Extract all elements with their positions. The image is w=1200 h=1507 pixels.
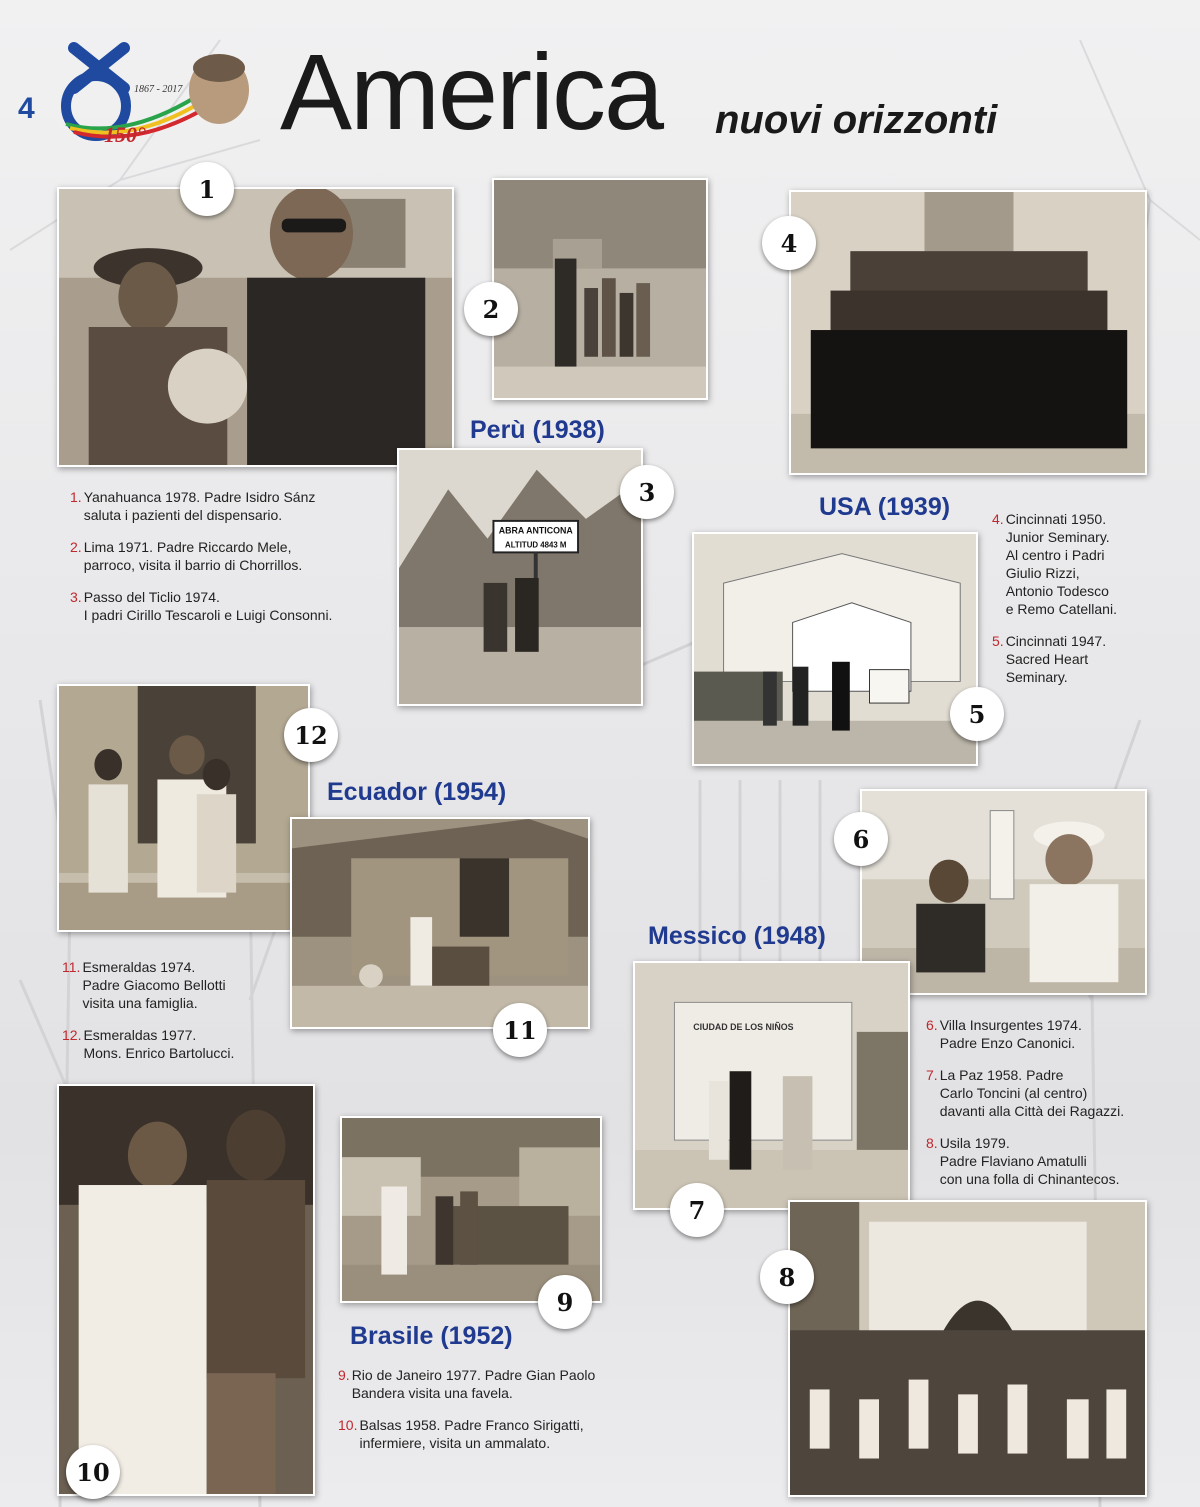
caption-number: 5. [992, 633, 1004, 649]
caption-text: Villa Insurgentes 1974. Padre Enzo Canonici. [939, 1017, 1082, 1051]
badge-9: 9 [538, 1275, 592, 1329]
caption-number: 3. [70, 589, 82, 605]
caption-number: 9. [338, 1367, 350, 1383]
country-usa: USA (1939) [819, 493, 951, 521]
badge-11: 11 [493, 1003, 547, 1057]
caption-item [70, 538, 390, 574]
country-ecuador: Ecuador (1954) [327, 778, 507, 806]
photo-4-cincinnati-junior-seminary [789, 190, 1147, 475]
badge-4: 4 [762, 216, 816, 270]
caption-item [992, 510, 1192, 618]
caption-item [926, 1134, 1166, 1188]
logo-number: 4 [18, 92, 35, 125]
logo-years: 1867 - 2017 [134, 84, 183, 95]
caption-item [338, 1366, 638, 1402]
caption-text: Usila 1979. Padre Flaviano Amatulli con una folla di Chinantecos. [939, 1135, 1120, 1187]
photo-5-sacred-heart-seminary [692, 532, 978, 766]
logo-anniversary: 150° [104, 122, 146, 147]
badge-10: 10 [66, 1445, 120, 1499]
captions-messico [926, 1016, 1166, 1202]
badge-8: 8 [760, 1250, 814, 1304]
photo-12-esmeraldas-bartolucci [57, 684, 310, 932]
page-title: America [280, 31, 663, 152]
badge-12: 12 [284, 708, 338, 762]
caption-number: 8. [926, 1135, 938, 1151]
caption-text: Esmeraldas 1974. Padre Giacomo Bellotti visita una famiglia. [82, 959, 226, 1011]
caption-number: 10. [338, 1417, 358, 1433]
caption-text: Yanahuanca 1978. Padre Isidro Sánz saluta i pazienti del dispensario. [83, 489, 316, 523]
caption-number: 7. [926, 1067, 938, 1083]
badge-6: 6 [834, 812, 888, 866]
caption-number: 11. [62, 959, 81, 975]
caption-item [62, 1026, 282, 1062]
captions-usa [992, 510, 1192, 700]
caption-number: 2. [70, 539, 82, 555]
anniversary-logo [14, 28, 254, 148]
caption-text: Esmeraldas 1977. Mons. Enrico Bartolucci. [83, 1027, 235, 1061]
caption-text: La Paz 1958. Padre Carlo Toncini (al centro) davanti alla Città dei Ragazzi. [939, 1067, 1125, 1119]
photo-8-usila-chinantecos [788, 1200, 1147, 1497]
caption-text: Rio de Janeiro 1977. Padre Gian Paolo Bandera visita una favela. [351, 1367, 596, 1401]
badge-3: 3 [620, 465, 674, 519]
caption-item [926, 1016, 1166, 1052]
caption-text: Cincinnati 1950. Junior Seminary. Al centro i Padri Giulio Rizzi, Antonio Todesco e Remo Catellani. [1005, 511, 1117, 617]
caption-number: 6. [926, 1017, 938, 1033]
page-subtitle: nuovi orizzonti [715, 98, 998, 142]
country-peru: Perù (1938) [470, 416, 605, 444]
caption-number: 12. [62, 1027, 82, 1043]
country-brasile: Brasile (1952) [350, 1322, 513, 1350]
caption-item [70, 488, 390, 524]
caption-text: Cincinnati 1947. Sacred Heart Seminary. [1005, 633, 1107, 685]
caption-item [926, 1066, 1166, 1120]
captions-brasile [338, 1366, 638, 1466]
caption-item [992, 632, 1192, 686]
captions-peru [70, 488, 390, 638]
photo-7-la-paz-citta-ragazzi [633, 961, 910, 1210]
caption-item [70, 588, 390, 624]
caption-text: Passo del Ticlio 1974. I padri Cirillo Tescaroli e Luigi Consonni. [83, 589, 333, 623]
photo-1-yanahuanca [57, 187, 454, 467]
caption-text: Balsas 1958. Padre Franco Sirigatti, infermiere, visita un ammalato. [359, 1417, 584, 1451]
sign-abra-anticona: ABRA ANTICONA [498, 525, 573, 536]
caption-item [338, 1416, 638, 1452]
photo-2-lima [492, 178, 708, 400]
badge-1: 1 [180, 162, 234, 216]
caption-item [62, 958, 282, 1012]
badge-2: 2 [464, 282, 518, 336]
country-messico: Messico (1948) [648, 922, 826, 950]
caption-text: Lima 1971. Padre Riccardo Mele, parroco, visita il barrio di Chorrillos. [83, 539, 303, 573]
caption-number: 1. [70, 489, 82, 505]
sign-altitud: ALTITUD 4843 M [505, 540, 567, 550]
caption-number: 4. [992, 511, 1004, 527]
captions-ecuador [62, 958, 282, 1076]
photo-11-esmeraldas-famiglia [290, 817, 590, 1029]
sign-ciudad-de-los-ninos: CIUDAD DE LOS NIÑOS [693, 1021, 794, 1032]
badge-5: 5 [950, 687, 1004, 741]
photo-3-ticlio [397, 448, 643, 706]
photo-10-balsas [57, 1084, 315, 1496]
badge-7: 7 [670, 1183, 724, 1237]
